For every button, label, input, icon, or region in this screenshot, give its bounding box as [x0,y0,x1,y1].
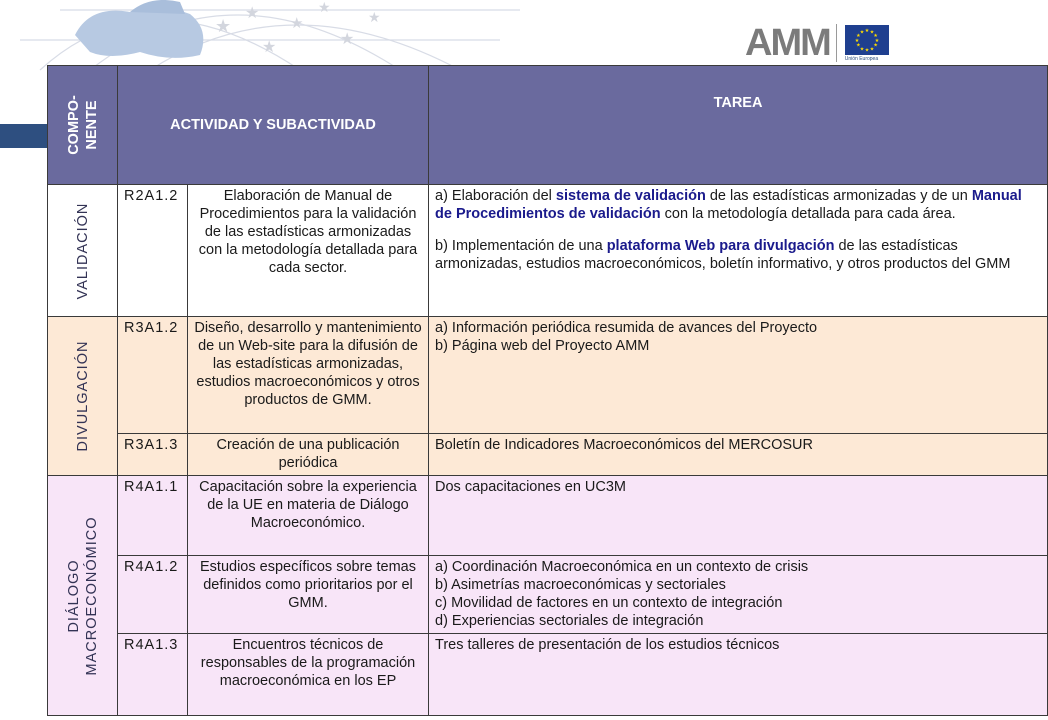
component-label: DIVULGACIÓN [74,340,91,452]
activity-code: R4A1.3 [118,634,188,716]
table-row [48,317,1048,434]
task-item: a) Información periódica resumida de avances del Proyecto [435,320,818,336]
svg-text:★: ★ [873,32,878,39]
svg-text:★: ★ [245,5,260,22]
table-row [48,476,1048,556]
activity-description: Estudios específicos sobre temas definidos como prioritarios por el GMM. [188,556,429,634]
component-validacion [48,185,118,317]
amm-logo [745,22,889,64]
task-item: a) Elaboración del sistema de validación de las estadísticas armonizadas y de un Manual de Procedimientos de validación con la metodología detallada para cada área. [435,188,1022,222]
table-row [48,434,1048,476]
activity-code: R3A1.3 [118,434,188,476]
activity-description: Encuentros técnicos de responsables de la programación macroeconómica en los EP [188,634,429,716]
task-cell: Dos capacitaciones en UC3M [429,476,1048,556]
table-row [48,556,1048,634]
task-item: d) Experiencias sectoriales de integración [435,613,704,629]
component-dialogo [48,476,118,716]
activity-code: R4A1.1 [118,476,188,556]
component-label-line2: MACROECONÓMICO [83,516,100,675]
header-componente [48,66,118,185]
svg-text:★: ★ [855,42,861,49]
activity-description: Capacitación sobre la experiencia de la UE en materia de Diálogo Macroeconómico. [188,476,429,556]
component-label: VALIDACIÓN [74,202,91,299]
task-item: b) Implementación de una plataforma Web para divulgación de las estadísticas armonizadas, estudios macroeconómicos, boletín informativo, y otros productos del GMM [435,238,1011,272]
svg-text:★: ★ [340,31,355,48]
svg-text:★: ★ [864,47,870,54]
task-item: c) Movilidad de factores en un contexto de integración [435,595,783,611]
svg-text:★: ★ [215,16,232,36]
svg-text:★: ★ [855,32,861,39]
logo-divider [836,24,837,62]
svg-text:★: ★ [859,45,865,52]
task-cell [429,185,1048,317]
svg-text:★: ★ [873,42,878,49]
task-cell [429,556,1048,634]
eu-label: Unión Europea [844,55,879,62]
eu-logo [845,25,889,62]
task-item: b) Asimetrías macroeconómicas y sectoriales [435,577,726,593]
task-cell: Tres talleres de presentación de los estudios técnicos [429,634,1048,716]
header-componente-line1: COMPO- [65,95,82,155]
header-componente-line2: NENTE [83,100,100,150]
activity-description: Creación de una publicación periódica [188,434,429,476]
task-item: a) Coordinación Macroeconómica en un contexto de crisis [435,559,809,575]
table-row [48,634,1048,716]
svg-text:★: ★ [874,37,880,44]
task-cell [429,317,1048,434]
activity-code: R2A1.2 [118,185,188,317]
task-item: b) Página web del Proyecto AMM [435,338,650,354]
logo-text: AMM [745,22,830,64]
map-globe-graphic [0,0,520,70]
activity-description: Diseño, desarrollo y mantenimiento de un Web-site para la difusión de las estadísticas armonizadas, estudios macroeconómicos y otros productos de GMM. [188,317,429,434]
svg-text:★: ★ [859,28,865,35]
header-tarea: TAREA [429,66,1048,185]
task-cell: Boletín de Indicadores Macroeconómicos del MERCOSUR [429,434,1048,476]
svg-text:★: ★ [864,27,870,34]
svg-text:★: ★ [854,37,860,44]
activity-code: R3A1.2 [118,317,188,434]
svg-text:★: ★ [869,45,875,52]
activities-table [47,65,1048,716]
component-divulgacion [48,317,118,476]
table-header-row [48,66,1048,185]
svg-text:★: ★ [368,9,381,25]
activity-description: Elaboración de Manual de Procedimientos para la validación de las estadísticas armonizadas con la metodología detallada para cada sector. [188,185,429,317]
header-actividad: ACTIVIDAD Y SUBACTIVIDAD [118,66,429,185]
task-highlight: sistema de validación [555,188,706,204]
svg-text:★: ★ [262,39,277,56]
svg-text:★: ★ [290,15,304,32]
svg-text:★: ★ [869,28,875,35]
component-label-line1: DIÁLOGO [65,558,82,633]
table-row [48,185,1048,317]
task-highlight: plataforma Web para divulgación [606,238,835,254]
eu-flag-icon [845,25,889,55]
activity-code: R4A1.2 [118,556,188,634]
svg-text:★: ★ [318,0,331,15]
task-highlight: Manual de Procedimientos de validación [435,188,1022,222]
